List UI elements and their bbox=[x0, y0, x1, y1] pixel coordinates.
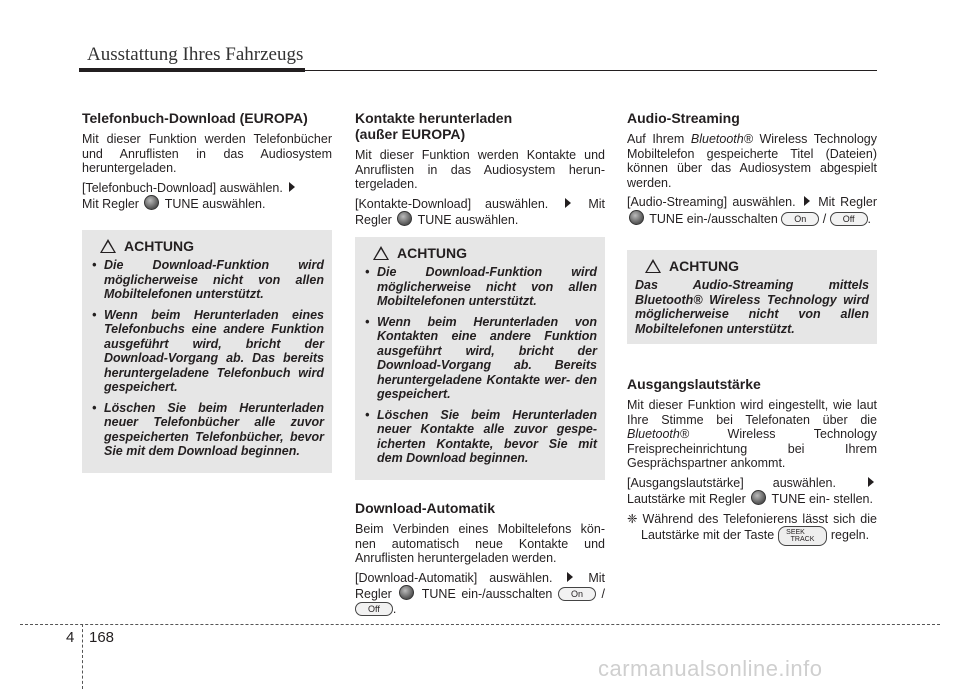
seek-track-button-icon bbox=[778, 526, 828, 546]
paragraph bbox=[627, 476, 877, 507]
footer-divider bbox=[82, 624, 83, 689]
text: Mit Regler bbox=[82, 197, 139, 211]
text: Mit dieser Funktion wird eingestellt, wie laut Ihre Stimme bei Telefonaten über die bbox=[627, 398, 877, 427]
warning-header bbox=[635, 258, 869, 274]
warning-triangle-icon bbox=[100, 239, 116, 253]
warning-title: ACHTUNG bbox=[124, 238, 194, 254]
paragraph bbox=[627, 132, 877, 190]
warning-box bbox=[82, 230, 332, 473]
tune-knob-icon bbox=[397, 211, 412, 226]
section-heading: Kontakte herunterladen (außer EUROPA) bbox=[355, 110, 513, 142]
text: Mit Regler bbox=[355, 570, 605, 601]
page-header-title: Ausstattung Ihres Fahrzeugs bbox=[87, 44, 304, 65]
on-button-icon: On bbox=[781, 212, 819, 226]
menu-path: [Ausgangslautstärke] auswählen. bbox=[627, 475, 836, 490]
chapter-number: 4 bbox=[66, 629, 75, 646]
paragraph: Mit dieser Funktion werden Telefonbücher und Anruflisten in das Audiosystem heruntergeladen. bbox=[82, 132, 332, 175]
track-label: TRACK bbox=[790, 536, 815, 543]
text: Wireless Technology Mobiltelefon gespeicherte Titel (Dateien) können über das Audiosystem abgespielt werden. bbox=[627, 132, 877, 190]
section-output-volume bbox=[627, 376, 877, 551]
warning-item: • Löschen Sie beim Herunterladen neuer Telefonbücher alle zuvor gespeicherten Telefonbücher, bevor Sie mit dem Download beginnen. bbox=[104, 401, 324, 459]
text: TUNE auswählen. bbox=[417, 213, 519, 227]
paragraph: Beim Verbinden eines Mobiltelefons kön- nen automatisch neue Kontakte und Anruflisten heruntergeladen werden. bbox=[355, 522, 605, 565]
warning-item: • Wenn beim Herunterladen von Kontakten eine andere Funktion ausgeführt wird, bricht der Download-Vorgang ab. Bereits heruntergeladene Kontakte wer- den gespeichert. bbox=[377, 315, 597, 402]
off-button-icon: Off bbox=[355, 602, 393, 616]
text: Auf Ihrem bbox=[627, 132, 685, 146]
text: Mit Regler bbox=[355, 196, 605, 227]
section-heading: Ausgangslautstärke bbox=[627, 376, 761, 392]
menu-path: [Telefonbuch-Download] auswählen. bbox=[82, 180, 283, 195]
off-button-icon: Off bbox=[830, 212, 868, 226]
footer-rule bbox=[20, 624, 940, 625]
tune-knob-icon bbox=[399, 585, 414, 600]
tune-knob-icon bbox=[629, 210, 644, 225]
warning-header bbox=[363, 245, 597, 261]
header-thin-rule bbox=[305, 70, 877, 71]
warning-triangle-icon bbox=[645, 259, 661, 273]
seek-label: SEEK bbox=[786, 529, 805, 536]
warning-item: • Die Download-Funktion wird möglicherweise nicht von allen Mobiltelefonen unterstützt. bbox=[104, 258, 324, 302]
text: Bluetooth® bbox=[690, 132, 753, 146]
text: Lautstärke mit Regler bbox=[627, 492, 746, 506]
warning-item: • Die Download-Funktion wird möglicherweise nicht von allen Mobiltelefonen unterstützt. bbox=[377, 265, 597, 309]
warning-title: ACHTUNG bbox=[669, 258, 739, 274]
warning-body: Das Audio-Streaming mittels Bluetooth® Wireless Technology wird möglicherweise nicht von allen Mobiltelefonen unterstützt. bbox=[635, 278, 869, 336]
warning-box bbox=[355, 237, 605, 480]
warning-item: • Wenn beim Herunterladen eines Telefonbuchs eine andere Funktion ausgeführt wird, bricht der Download-Vorgang ab. Das bereits heruntergeladene Telefonbuch wird gespeichert. bbox=[104, 308, 324, 395]
warning-triangle-icon bbox=[373, 246, 389, 260]
tune-knob-icon bbox=[751, 490, 766, 505]
text: TUNE ein-/ausschalten bbox=[421, 587, 553, 601]
menu-path: [Audio-Streaming] auswählen. bbox=[627, 195, 796, 209]
section-heading: Telefonbuch-Download (EUROPA) bbox=[82, 110, 308, 126]
paragraph: [Download-Automatik] auswählen. Mit Regler TUNE ein-/ausschalten On / Off . bbox=[355, 570, 606, 616]
text: Während des Telefonierens lässt sich die Lautstärke mit der Taste bbox=[641, 511, 877, 542]
paragraph bbox=[355, 197, 605, 228]
section-download-automatic bbox=[355, 500, 605, 621]
text: Wireless Technology Freisprecheinrichtung bei Ihrem Gesprächspartner ankommt. bbox=[627, 427, 877, 470]
warning-list bbox=[90, 258, 324, 459]
warning-box bbox=[627, 250, 877, 344]
arrow-right-icon bbox=[565, 198, 571, 208]
paragraph: [Audio-Streaming] auswählen. Mit Regler TUNE ein-/ausschalten On / Off . bbox=[627, 195, 878, 226]
column-phonebook bbox=[82, 110, 332, 217]
arrow-right-icon bbox=[289, 182, 295, 192]
text: TUNE auswählen. bbox=[164, 197, 266, 211]
arrow-right-icon bbox=[868, 477, 874, 487]
warning-list bbox=[363, 265, 597, 466]
section-heading: Download-Automatik bbox=[355, 500, 495, 516]
warning-title: ACHTUNG bbox=[397, 245, 467, 261]
menu-path: [Download-Automatik] auswählen. bbox=[355, 570, 553, 585]
paragraph: Mit dieser Funktion werden Kontakte und Anruflisten in das Audiosystem herun- tergeladen. bbox=[355, 148, 605, 191]
warning-item: • Löschen Sie beim Herunterladen neuer Kontakte alle zuvor gespe- icherten Kontakte, bevor Sie mit dem Download beginnen. bbox=[377, 408, 597, 466]
paragraph bbox=[627, 398, 877, 471]
text: Bluetooth® bbox=[627, 427, 690, 441]
column-audio-streaming bbox=[627, 110, 877, 231]
text: Mit Regler bbox=[818, 195, 878, 209]
watermark: carmanualsonline.info bbox=[598, 656, 823, 681]
text: regeln. bbox=[830, 528, 870, 542]
note-icon: ❈ bbox=[627, 511, 638, 526]
note bbox=[627, 512, 877, 547]
tune-knob-icon bbox=[144, 195, 159, 210]
arrow-right-icon bbox=[567, 572, 573, 582]
text: TUNE ein-/ausschalten bbox=[649, 211, 778, 226]
text: TUNE ein- stellen. bbox=[771, 492, 873, 506]
menu-path: [Kontakte-Download] auswählen. bbox=[355, 196, 549, 211]
header-rule bbox=[79, 68, 305, 72]
arrow-right-icon bbox=[804, 196, 810, 206]
page-number: 168 bbox=[89, 629, 115, 646]
on-button-icon: On bbox=[558, 587, 596, 601]
warning-header bbox=[90, 238, 324, 254]
column-contacts bbox=[355, 110, 605, 233]
paragraph bbox=[82, 181, 332, 212]
section-heading: Audio-Streaming bbox=[627, 110, 740, 126]
